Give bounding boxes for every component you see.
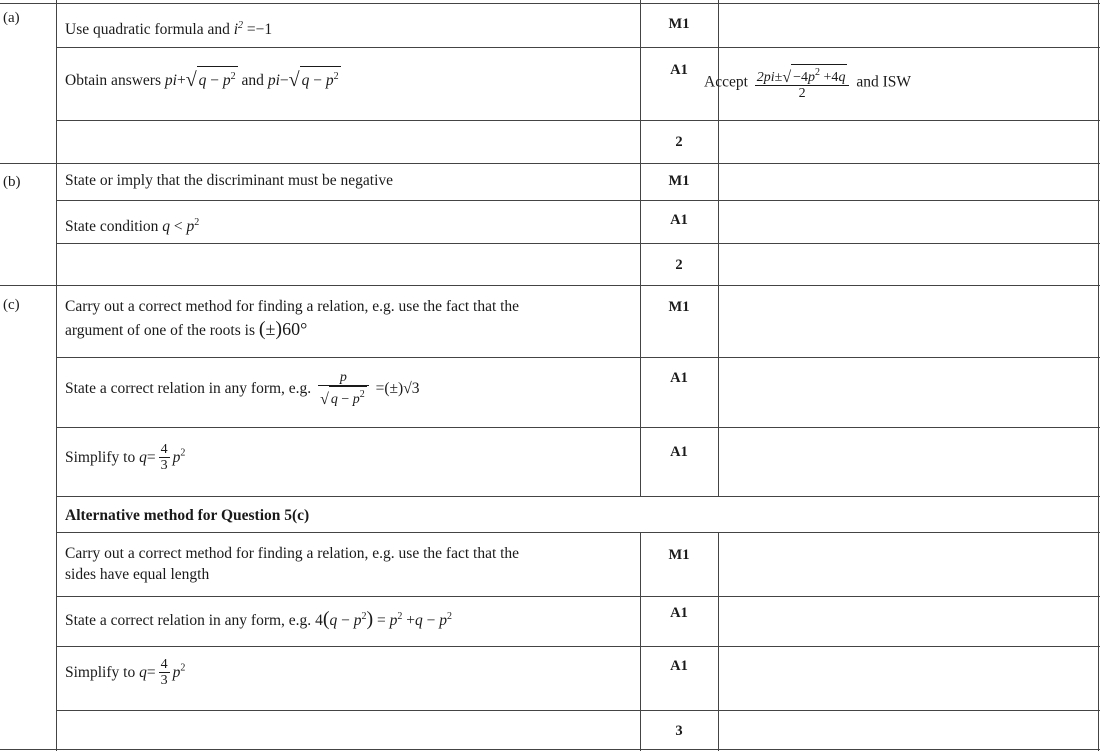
mark-code: A1 <box>670 62 688 78</box>
mark-code: A1 <box>670 212 688 228</box>
step-text-label: Use quadratic formula and <box>65 21 234 38</box>
row-divider <box>0 749 1100 750</box>
row-divider <box>56 596 1100 597</box>
column-divider <box>1098 0 1099 751</box>
step-text-label: Simplify to <box>65 449 140 466</box>
row-divider <box>56 532 1100 533</box>
row-divider <box>56 120 1100 121</box>
step-text-label: State condition <box>65 218 163 235</box>
step-text-label: Obtain answers <box>65 72 165 89</box>
step-text <box>65 370 419 408</box>
mark-code: M1 <box>668 299 690 315</box>
answer-one-math: pi <box>164 72 177 89</box>
step-text-line1: Carry out a correct method for finding a relation, e.g. use the fact that the <box>65 298 520 315</box>
total-marks: 2 <box>675 257 683 273</box>
row-divider <box>0 3 1100 4</box>
merged-cell-mask <box>639 497 720 532</box>
mark-code: A1 <box>670 658 688 674</box>
step-text: Obtain answers pi+√ $q - p^2$ and pi−√ $q - p^2$ <box>65 66 341 91</box>
step-text-label: argument of one of the roots is <box>65 322 259 339</box>
argument-math: (±)60° <box>258 318 308 340</box>
row-divider <box>56 710 1100 711</box>
relation-fraction: $\frac{p}{√ q - p^2}$ <box>318 370 369 408</box>
row-divider <box>56 357 1100 358</box>
step-text-label: State a correct relation in any form, e.g. <box>65 380 316 397</box>
column-divider <box>718 0 719 751</box>
step-text: Simplify to q= $\frac{4}{3}$ $p^2$ <box>65 657 186 688</box>
step-text-label: Simplify to <box>65 664 140 681</box>
condition-math: q <box>162 218 171 235</box>
simplify-fraction: $\frac{4}{3}$ <box>160 657 168 688</box>
row-divider <box>56 200 1100 201</box>
answer-two-math: pi <box>267 72 280 89</box>
total-marks: 3 <box>675 723 683 739</box>
mark-code: A1 <box>670 605 688 621</box>
step-text: State condition $q < p^2$ <box>65 217 200 235</box>
row-divider <box>0 163 1100 164</box>
step-text: Simplify to q= $\frac{4}{3}$ $p^2$ <box>65 442 186 473</box>
guidance-suffix: and ISW <box>856 73 911 91</box>
part-label-b: (b) <box>3 174 21 190</box>
row-divider <box>56 496 1100 497</box>
column-divider <box>56 0 57 751</box>
step-text-line1: Carry out a correct method for finding a relation, e.g. use the fact that the <box>65 545 520 562</box>
part-label-a: (a) <box>3 10 20 26</box>
mark-code: M1 <box>668 173 690 189</box>
row-divider <box>56 427 1100 428</box>
guidance-prefix: Accept <box>704 73 748 91</box>
mark-code: M1 <box>668 16 690 32</box>
step-text-connector: and <box>241 72 268 89</box>
mark-code: M1 <box>668 547 690 563</box>
relation-rhs: =(±)√3 <box>375 380 420 397</box>
relation-math: $4(q - p^2) = p^2 +q - p^2$ <box>315 608 453 630</box>
alternative-method-heading: Alternative method for Question 5(c) <box>65 507 310 524</box>
step-text <box>65 607 452 631</box>
step-text: State or imply that the discriminant must be negative <box>65 172 394 189</box>
step-text-line2 <box>65 319 307 341</box>
row-divider <box>56 243 1100 244</box>
step-text: Use quadratic formula and $i^2 =-1$ <box>65 20 273 38</box>
total-marks: 2 <box>675 134 683 150</box>
row-divider <box>56 47 1100 48</box>
row-divider <box>0 285 1100 286</box>
step-text-label: State a correct relation in any form, e.g. <box>65 612 316 629</box>
step-text-line2: sides have equal length <box>65 566 210 583</box>
simplify-fraction: $\frac{4}{3}$ <box>160 442 168 473</box>
mark-code: A1 <box>670 444 688 460</box>
mark-code: A1 <box>670 370 688 386</box>
part-label-c: (c) <box>3 297 20 313</box>
guidance-fraction: $\frac{2pi\pm√ -4p^2 +4q}{2}$ <box>755 64 850 102</box>
guidance-text <box>704 64 911 102</box>
row-divider <box>56 646 1100 647</box>
step-math: $i^2$ <box>233 20 244 38</box>
